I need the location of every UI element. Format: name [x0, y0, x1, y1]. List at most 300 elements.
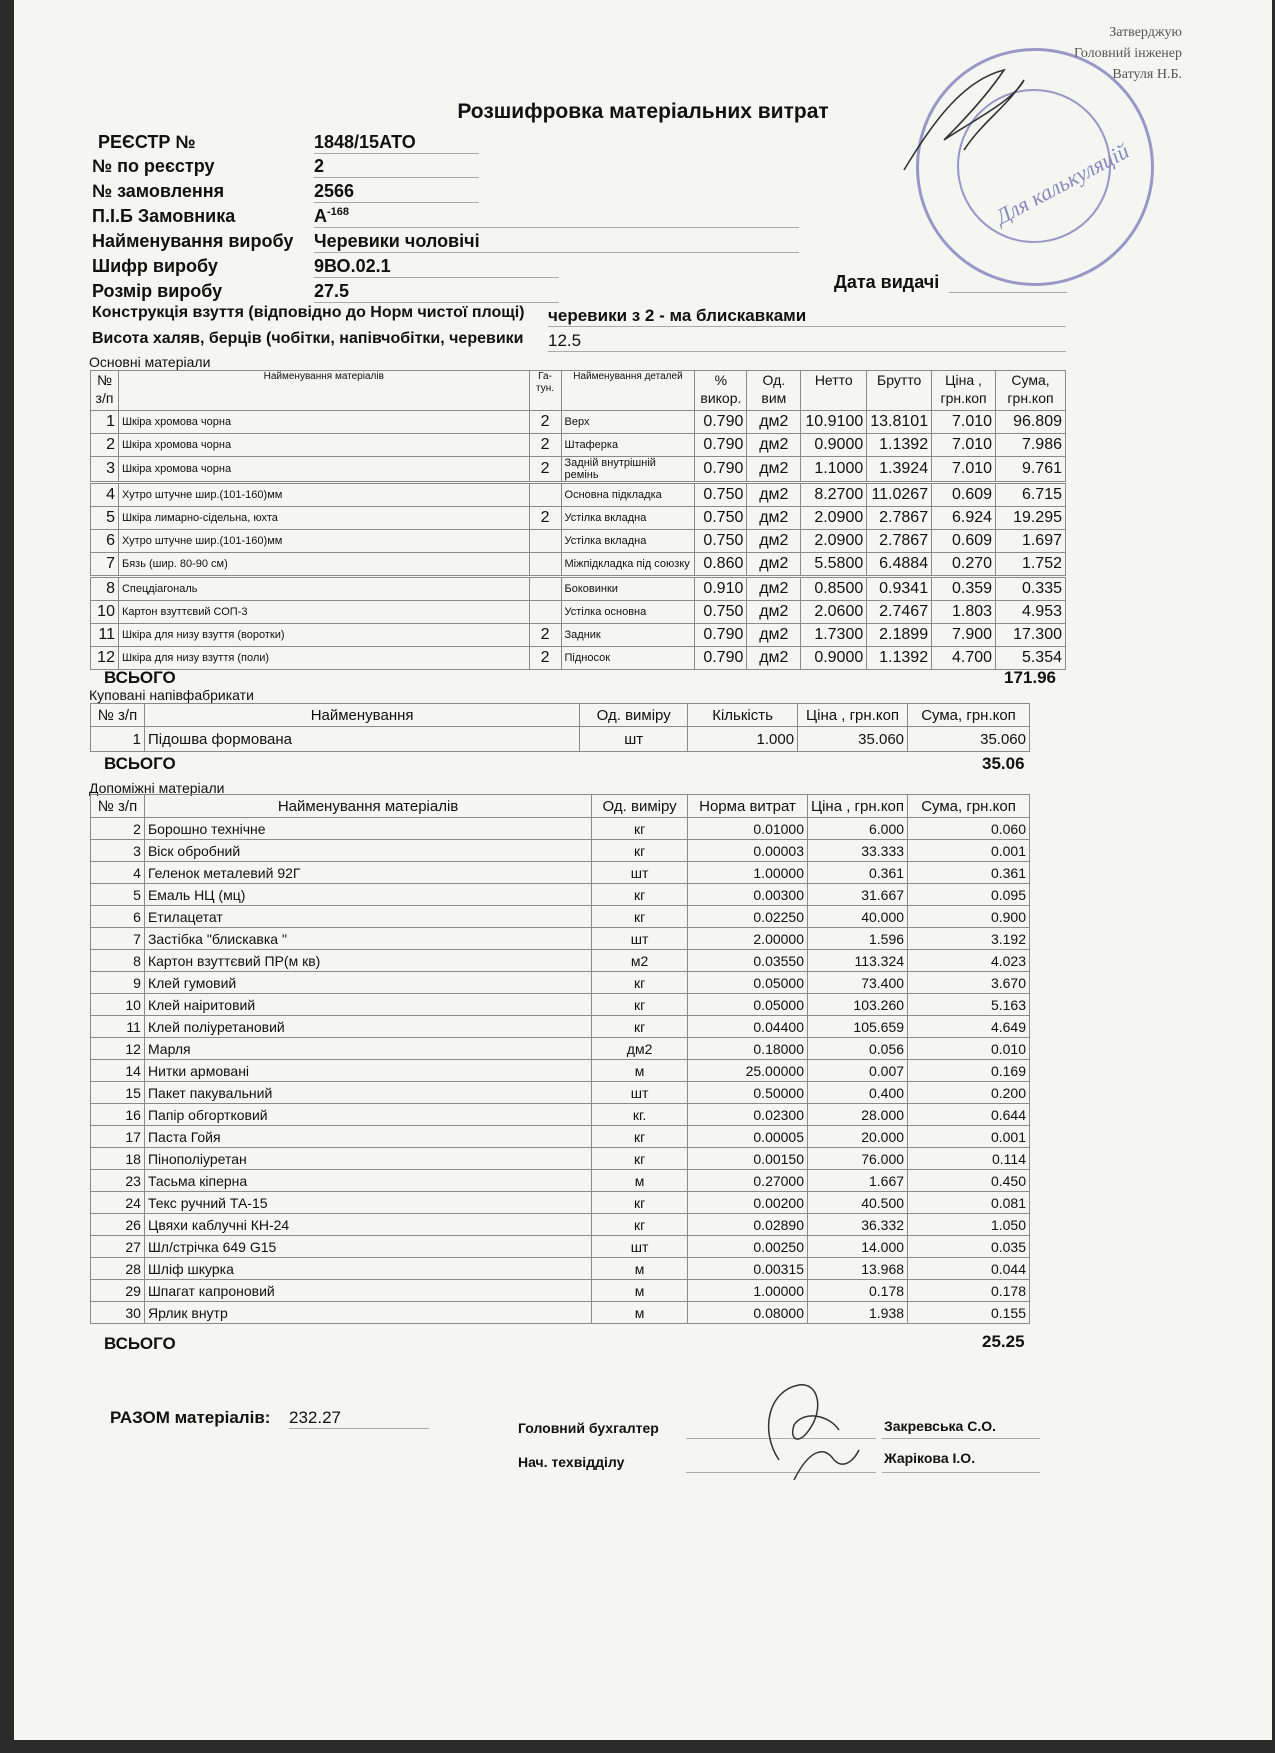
table-row [91, 601, 1066, 624]
unit: м [592, 1060, 688, 1082]
unit: кг [592, 906, 688, 928]
tech-label: Нач. техвідділу [518, 1454, 625, 1470]
row-number: 1 [91, 727, 145, 752]
detail-name: Устілка вкладна [561, 530, 695, 553]
row-number: 8 [91, 577, 119, 601]
net-value: 2.0900 [801, 530, 867, 553]
usage-percent: 0.790 [695, 411, 747, 434]
price: 28.000 [808, 1104, 908, 1126]
sum: 0.900 [908, 906, 1030, 928]
material-name: Ярлик внутр [144, 1302, 591, 1324]
price: 40.500 [808, 1192, 908, 1214]
usage-percent: 0.910 [695, 577, 747, 601]
material-name: Віск обробний [144, 840, 591, 862]
table-row [91, 577, 1066, 601]
col-header: Найменування деталей [561, 371, 695, 411]
semi-total-value: 35.06 [982, 754, 1025, 773]
row-number: 10 [91, 601, 119, 624]
gross-value: 1.1392 [867, 647, 932, 670]
net-value: 2.0900 [801, 507, 867, 530]
unit: шт [592, 1236, 688, 1258]
col-header: Ціна , грн.коп [808, 795, 908, 818]
table-row [91, 1302, 1030, 1324]
gross-value: 2.7467 [867, 601, 932, 624]
price: 1.803 [932, 601, 996, 624]
price: 13.968 [808, 1258, 908, 1280]
gross-value: 11.0267 [867, 483, 932, 507]
aux-section-title: Допоміжні матеріали [89, 780, 225, 796]
row-number: 24 [91, 1192, 145, 1214]
detail-name: Міжпідкладка під союзку [561, 553, 695, 577]
row-number: 27 [91, 1236, 145, 1258]
grand-total-label: РАЗОМ матеріалів: [110, 1408, 271, 1427]
row-number: 5 [91, 507, 119, 530]
sum: 0.095 [908, 884, 1030, 906]
usage-percent: 0.750 [695, 507, 747, 530]
price: 0.359 [932, 577, 996, 601]
unit: дм2 [592, 1038, 688, 1060]
unit: кг [592, 818, 688, 840]
table-row [91, 1236, 1030, 1258]
price: 0.609 [932, 530, 996, 553]
gross-value: 2.7867 [867, 507, 932, 530]
col-header: № з/п [91, 704, 145, 727]
sum: 0.001 [908, 1126, 1030, 1148]
price: 105.659 [808, 1016, 908, 1038]
page-title: Розшифровка матеріальних витрат [457, 100, 829, 123]
norm-value: 0.00300 [688, 884, 808, 906]
main-total-label: ВСЬОГО [104, 668, 176, 687]
row-number: 9 [91, 972, 145, 994]
col-header: Од. виміру [592, 795, 688, 818]
sum: 3.192 [908, 928, 1030, 950]
material-name: Шл/стрічка 649 G15 [144, 1236, 591, 1258]
grade [529, 577, 561, 601]
detail-name: Штаферка [561, 434, 695, 457]
col-header: Ціна , грн.коп [932, 371, 996, 411]
material-name: Шкіра лимарно-сідельна, юхта [118, 507, 529, 530]
col-header: Найменування матеріалів [118, 371, 529, 411]
col-header: % викор. [695, 371, 747, 411]
material-name: Борошно технічне [144, 818, 591, 840]
height-label: Висота халяв, берців (чобітки, напівчобітки, черевики [92, 330, 524, 347]
sum: 5.354 [996, 647, 1066, 670]
norm-value: 0.05000 [688, 972, 808, 994]
sum: 4.953 [996, 601, 1066, 624]
col-header: Сума, грн.коп [908, 795, 1030, 818]
size-label: Розмір виробу [92, 281, 223, 301]
material-name: Геленок металевий 92Г [144, 862, 591, 884]
usage-percent: 0.790 [695, 434, 747, 457]
row-number: 29 [91, 1280, 145, 1302]
customer-label: П.І.Б Замовника [92, 206, 236, 226]
table-row [91, 1126, 1030, 1148]
sum: 0.001 [908, 840, 1030, 862]
material-name: Хутро штучне шир.(101-160)мм [118, 483, 529, 507]
customer-value-line [314, 206, 799, 228]
detail-name: Верх [561, 411, 695, 434]
sum: 35.060 [908, 727, 1030, 752]
norm-value: 0.50000 [688, 1082, 808, 1104]
semi-table [90, 703, 1030, 752]
height-value: 12.5 [548, 331, 1066, 352]
row-number: 26 [91, 1214, 145, 1236]
sum: 0.010 [908, 1038, 1030, 1060]
sum: 0.060 [908, 818, 1030, 840]
material-name: Клей гумовий [144, 972, 591, 994]
product-label: Найменування виробу [92, 231, 294, 251]
grade [529, 601, 561, 624]
row-number: 10 [91, 994, 145, 1016]
aux-table [90, 794, 1030, 1324]
usage-percent: 0.790 [695, 624, 747, 647]
material-name: Папір обгортковий [144, 1104, 591, 1126]
norm-value: 0.00315 [688, 1258, 808, 1280]
unit: кг [592, 994, 688, 1016]
sum: 0.178 [908, 1280, 1030, 1302]
sum: 0.361 [908, 862, 1030, 884]
material-name: Клей поліуретановий [144, 1016, 591, 1038]
detail-name: Основна підкладка [561, 483, 695, 507]
sum: 0.335 [996, 577, 1066, 601]
table-row [91, 1214, 1030, 1236]
gross-value: 6.4884 [867, 553, 932, 577]
price: 0.270 [932, 553, 996, 577]
unit: шт [592, 862, 688, 884]
material-name: Картон взуттєвий ПР(м кв) [144, 950, 591, 972]
sum: 0.155 [908, 1302, 1030, 1324]
unit: шт [592, 1082, 688, 1104]
usage-percent: 0.860 [695, 553, 747, 577]
detail-name: Устілка основна [561, 601, 695, 624]
gross-value: 1.1392 [867, 434, 932, 457]
row-number: 12 [91, 1038, 145, 1060]
norm-value: 1.00000 [688, 1280, 808, 1302]
sum: 1.752 [996, 553, 1066, 577]
unit: дм2 [747, 577, 801, 601]
norm-value: 0.00250 [688, 1236, 808, 1258]
col-header: Норма витрат [688, 795, 808, 818]
table-row [91, 507, 1066, 530]
quantity: 1.000 [688, 727, 798, 752]
price: 0.056 [808, 1038, 908, 1060]
aux-total-label: ВСЬОГО [104, 1334, 176, 1353]
row-number: 3 [91, 840, 145, 862]
row-number: 7 [91, 928, 145, 950]
unit: дм2 [747, 457, 801, 483]
price: 76.000 [808, 1148, 908, 1170]
material-name: Шкіра для низу взуття (поли) [118, 647, 529, 670]
detail-name: Боковинки [561, 577, 695, 601]
price: 33.333 [808, 840, 908, 862]
norm-value: 0.04400 [688, 1016, 808, 1038]
semi-section-title: Куповані напівфабрикати [89, 687, 254, 703]
usage-percent: 0.790 [695, 457, 747, 483]
price: 0.361 [808, 862, 908, 884]
net-value: 1.7300 [801, 624, 867, 647]
material-name: Застібка "блискавка " [144, 928, 591, 950]
row-number: 6 [91, 530, 119, 553]
unit: м2 [592, 950, 688, 972]
net-value: 0.9000 [801, 434, 867, 457]
row-number: 23 [91, 1170, 145, 1192]
material-name: Паста Гойя [144, 1126, 591, 1148]
norm-value: 0.02890 [688, 1214, 808, 1236]
sum: 0.169 [908, 1060, 1030, 1082]
registry-label: РЕЄСТР № [98, 132, 196, 152]
usage-percent: 0.790 [695, 647, 747, 670]
table-row [91, 1192, 1030, 1214]
norm-value: 0.27000 [688, 1170, 808, 1192]
material-name: Спецдіагональ [118, 577, 529, 601]
price: 7.010 [932, 434, 996, 457]
row-number: 14 [91, 1060, 145, 1082]
price: 103.260 [808, 994, 908, 1016]
grand-total-value: 232.27 [289, 1408, 429, 1429]
row-number: 8 [91, 950, 145, 972]
price: 35.060 [798, 727, 908, 752]
unit: кг [592, 1214, 688, 1236]
material-name: Шкіра хромова чорна [118, 434, 529, 457]
document-page [14, 0, 1272, 1740]
col-header: Од. виміру [580, 704, 688, 727]
detail-name: Устілка вкладна [561, 507, 695, 530]
price: 7.010 [932, 411, 996, 434]
stamp-text: Для калькуляцій [991, 138, 1134, 230]
sum: 7.986 [996, 434, 1066, 457]
tech-name: Жарікова І.О. [884, 1450, 976, 1466]
main-total-value: 171.96 [1004, 668, 1056, 687]
row-number: 15 [91, 1082, 145, 1104]
customer-value: А [314, 206, 327, 226]
table-row [91, 818, 1030, 840]
grade [529, 483, 561, 507]
unit: кг [592, 972, 688, 994]
norm-value: 0.00200 [688, 1192, 808, 1214]
unit: дм2 [747, 647, 801, 670]
price: 0.178 [808, 1280, 908, 1302]
gross-value: 2.7867 [867, 530, 932, 553]
material-name: Пінополіуретан [144, 1148, 591, 1170]
date-value-line [949, 292, 1067, 293]
sum: 0.450 [908, 1170, 1030, 1192]
price: 113.324 [808, 950, 908, 972]
material-name: Текс ручний ТА-15 [144, 1192, 591, 1214]
sum: 0.081 [908, 1192, 1030, 1214]
price: 1.667 [808, 1170, 908, 1192]
col-header: Ціна , грн.коп [798, 704, 908, 727]
col-header: Сума, грн.коп [908, 704, 1030, 727]
detail-name: Задник [561, 624, 695, 647]
price: 20.000 [808, 1126, 908, 1148]
approval-line: Головний інженер [1073, 46, 1182, 61]
sum: 0.200 [908, 1082, 1030, 1104]
product-value: Черевики чоловічі [314, 231, 799, 253]
detail-name: Задній внутрішній ремінь [561, 457, 695, 483]
unit: м [592, 1258, 688, 1280]
price: 7.010 [932, 457, 996, 483]
grade: 2 [529, 624, 561, 647]
sum: 9.761 [996, 457, 1066, 483]
sum: 19.295 [996, 507, 1066, 530]
table-row [91, 1280, 1030, 1302]
net-value: 8.2700 [801, 483, 867, 507]
material-name: Нитки армовані [144, 1060, 591, 1082]
norm-value: 0.02300 [688, 1104, 808, 1126]
row-number: 17 [91, 1126, 145, 1148]
approval-line: Ватуля Н.Б. [1112, 67, 1182, 82]
norm-value: 0.00005 [688, 1126, 808, 1148]
construction-label: Конструкція взуття (відповідно до Норм чистої площі) [92, 304, 525, 321]
col-header: Од. вим [747, 371, 801, 411]
col-header: Найменування [144, 704, 579, 727]
detail-name: Підносок [561, 647, 695, 670]
row-number: 28 [91, 1258, 145, 1280]
table-row [91, 727, 1030, 752]
table-row [91, 1016, 1030, 1038]
unit: дм2 [747, 553, 801, 577]
material-name: Пакет пакувальний [144, 1082, 591, 1104]
row-number: 4 [91, 483, 119, 507]
tech-name-line [882, 1472, 1040, 1473]
sum: 0.644 [908, 1104, 1030, 1126]
material-name: Шкіра хромова чорна [118, 411, 529, 434]
material-name: Хутро штучне шир.(101-160)мм [118, 530, 529, 553]
table-row [91, 928, 1030, 950]
row-number: 6 [91, 906, 145, 928]
gross-value: 13.8101 [867, 411, 932, 434]
norm-value: 0.02250 [688, 906, 808, 928]
unit: м [592, 1170, 688, 1192]
unit: дм2 [747, 507, 801, 530]
row-number: 16 [91, 1104, 145, 1126]
norm-value: 0.08000 [688, 1302, 808, 1324]
usage-percent: 0.750 [695, 483, 747, 507]
sum: 1.697 [996, 530, 1066, 553]
unit: кг [592, 1016, 688, 1038]
accountant-label: Головний бухгалтер [518, 1420, 659, 1436]
material-name: Картон взуттєвий СОП-3 [118, 601, 529, 624]
norm-value: 0.03550 [688, 950, 808, 972]
table-row [91, 906, 1030, 928]
gross-value: 0.9341 [867, 577, 932, 601]
net-value: 10.9100 [801, 411, 867, 434]
row-number: 1 [91, 411, 119, 434]
material-name: Емаль НЦ (мц) [144, 884, 591, 906]
sum: 5.163 [908, 994, 1030, 1016]
price: 31.667 [808, 884, 908, 906]
price: 4.700 [932, 647, 996, 670]
code-label: Шифр виробу [92, 256, 218, 276]
grade [529, 530, 561, 553]
unit: шт [580, 727, 688, 752]
item-name: Підошва формована [144, 727, 579, 752]
sum: 6.715 [996, 483, 1066, 507]
table-row [91, 483, 1066, 507]
gross-value: 1.3924 [867, 457, 932, 483]
grade: 2 [529, 457, 561, 483]
net-value: 0.9000 [801, 647, 867, 670]
table-row [91, 411, 1066, 434]
price: 1.596 [808, 928, 908, 950]
grade: 2 [529, 411, 561, 434]
sum: 1.050 [908, 1214, 1030, 1236]
row-number: 12 [91, 647, 119, 670]
size-value: 27.5 [314, 281, 559, 303]
norm-value: 0.00150 [688, 1148, 808, 1170]
row-number: 2 [91, 818, 145, 840]
table-row [91, 994, 1030, 1016]
table-row [91, 530, 1066, 553]
approval-line: Затверджую [1109, 25, 1182, 40]
material-name: Шкіра хромова чорна [118, 457, 529, 483]
row-number: 30 [91, 1302, 145, 1324]
material-name: Тасьма кіперна [144, 1170, 591, 1192]
table-row [91, 840, 1030, 862]
norm-value: 0.00003 [688, 840, 808, 862]
semi-total-label: ВСЬОГО [104, 754, 176, 773]
accountant-name-line [882, 1438, 1040, 1439]
row-number: 5 [91, 884, 145, 906]
unit: кг [592, 840, 688, 862]
usage-percent: 0.750 [695, 601, 747, 624]
footer-signatures [749, 1370, 869, 1490]
col-header: Нетто [801, 371, 867, 411]
net-value: 2.0600 [801, 601, 867, 624]
table-row [91, 862, 1030, 884]
col-header: № з/п [91, 371, 119, 411]
material-name: Шкіра для низу взуття (воротки) [118, 624, 529, 647]
code-value: 9ВО.02.1 [314, 256, 559, 278]
table-row [91, 972, 1030, 994]
sum: 4.023 [908, 950, 1030, 972]
table-row [91, 1148, 1030, 1170]
price: 14.000 [808, 1236, 908, 1258]
registry-value: 1848/15АТО [314, 132, 479, 154]
price: 73.400 [808, 972, 908, 994]
row-number: 11 [91, 624, 119, 647]
main-materials-table [90, 370, 1066, 670]
reg-num-value: 2 [314, 156, 479, 178]
material-name: Шліф шкурка [144, 1258, 591, 1280]
table-row [91, 1082, 1030, 1104]
col-header: Брутто [867, 371, 932, 411]
sum: 96.809 [996, 411, 1066, 434]
unit: дм2 [747, 624, 801, 647]
table-row [91, 457, 1066, 483]
price: 6.924 [932, 507, 996, 530]
col-header: Найменування матеріалів [144, 795, 591, 818]
grade: 2 [529, 434, 561, 457]
sum: 17.300 [996, 624, 1066, 647]
unit: м [592, 1280, 688, 1302]
material-name: Цвяхи каблучні КН-24 [144, 1214, 591, 1236]
reg-num-label: № по реєстру [92, 156, 215, 176]
unit: дм2 [747, 434, 801, 457]
price: 6.000 [808, 818, 908, 840]
unit: м [592, 1302, 688, 1324]
price: 36.332 [808, 1214, 908, 1236]
unit: дм2 [747, 601, 801, 624]
material-name: Шпагат капроновий [144, 1280, 591, 1302]
row-number: 3 [91, 457, 119, 483]
unit: дм2 [747, 411, 801, 434]
unit: кг [592, 884, 688, 906]
unit: дм2 [747, 483, 801, 507]
usage-percent: 0.750 [695, 530, 747, 553]
unit: кг [592, 1192, 688, 1214]
sum: 3.670 [908, 972, 1030, 994]
